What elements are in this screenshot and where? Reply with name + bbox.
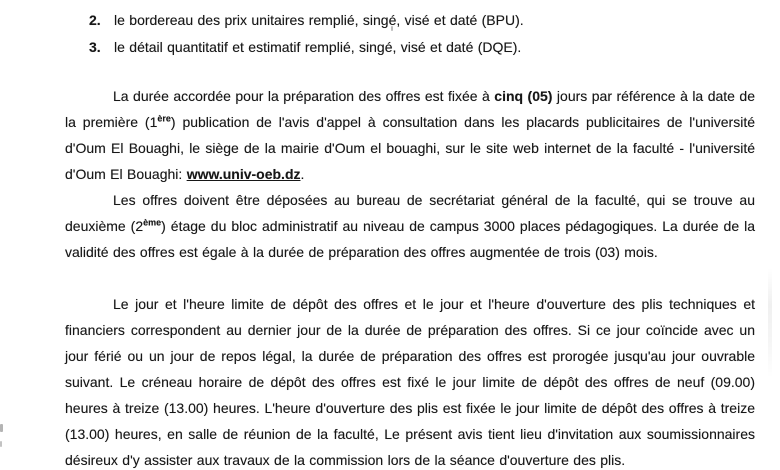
list-item-text: le bordereau des prix unitaires remplié, singé, visé et daté (BPU). [114, 12, 524, 28]
list-item-bpu [89, 7, 755, 34]
scan-artifact-streak [768, 268, 772, 378]
scan-artifact-speck [0, 441, 2, 447]
document-numbered-list [89, 7, 755, 61]
paragraph-deadline-and-opening: Le jour et l'heure limite de dépôt des offres et le jour et l'heure d'ouverture des plis techniques et financiers correspondent au dernier jour de la durée de préparation des offres. Si ce jour coïncide avec un jour férié ou un jour de repos légal, la durée de préparation des offres est prorogée jusqu'au jour ouvrable suivant. Le créneau horaire de dépôt des offres est fixé le jour limite de dépôt des offres de neuf (09.00) heures à treize (13.00) heures. L'heure d'ouverture des plis est fixée le jour limite de dépôt des offres à treize (13.00) heures, en salle de réunion de la faculté, Le présent avis tient lieu d'invitation aux soumissionnaires désireux d'y assister aux travaux de la commission lors de la séance d'ouverture des plis. [65, 296, 755, 468]
list-item-number: 3. [89, 39, 101, 55]
paragraph-offer-preparation-duration: La durée accordée pour la préparation des offres est fixée à cinq (05) jours par référence à la date de la première (1ère) publication de l'avis d'appel à consultation dans les placards publicitaires de l'université d'Oum El Bouaghi, le siège de la mairie d'Oum el bouaghi, sur le site web internet de la faculté - l'université d'Oum El Bouaghi: www.univ-oeb.dz. [65, 88, 755, 182]
list-item-number: 2. [89, 12, 101, 28]
scan-artifact-speck [0, 424, 3, 432]
list-item-text: le détail quantitatif et estimatif remplié, singé, visé et daté (DQE). [114, 39, 522, 55]
list-item-dqe [89, 34, 755, 61]
paragraph-offer-deposit-location: Les offres doivent être déposées au bureau de secrétariat général de la faculté, qui se trouve au deuxième (2ème) étage du bloc administratif au niveau de campus 3000 places pédagogiques. La durée de la validité des offres est égale à la durée de préparation des offres augmentée de trois (03) mois. [65, 192, 755, 260]
